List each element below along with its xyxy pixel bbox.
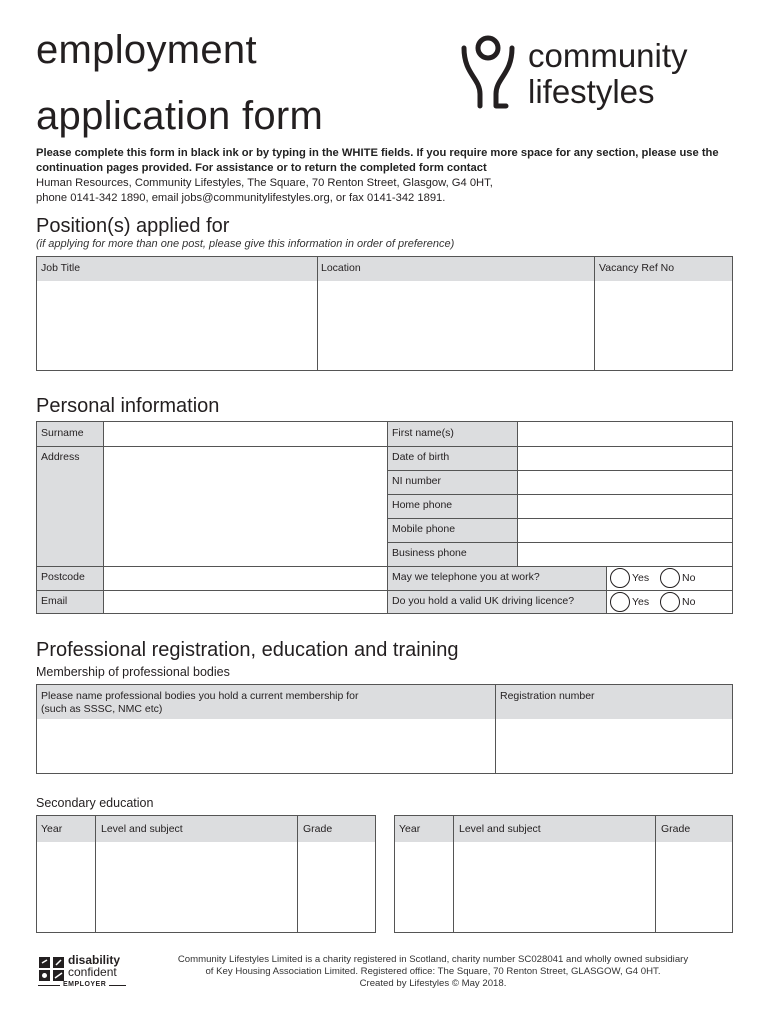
intro-contact: phone 0141-342 1890, email jobs@communitylifestyles.org, or fax 0141-342 1891. (36, 192, 446, 204)
intro-bold: Please complete this form in black ink or by typing in the WHITE fields. If you require more space for any section, please use the continuation pages provided. For assistance or to return the completed form contact (36, 147, 719, 174)
col-location: Location (321, 262, 361, 274)
footer-line-2: of Key Housing Association Limited. Registered office: The Square, 70 Renton Street, GLASGOW, G4 0HT. (205, 966, 661, 977)
membership-col-label (37, 685, 363, 721)
vacancy-ref-input[interactable] (595, 281, 732, 370)
ni-label: NI number (392, 475, 442, 487)
membership-subheading: Membership of professional bodies (36, 665, 230, 679)
licence-no-label: No (682, 596, 696, 608)
intro-address: Human Resources, Community Lifestyles, The Square, 70 Renton Street, Glasgow, G4 0HT, (36, 177, 493, 189)
licence-no-radio[interactable] (660, 592, 680, 612)
membership-col-line-2: (such as SSSC, NMC etc) (41, 703, 163, 715)
col-level-subject: Level and subject (101, 823, 183, 835)
tel-work-no-radio[interactable] (660, 568, 680, 588)
membership-table (36, 684, 733, 774)
address-label: Address (41, 451, 80, 463)
disability-confident-icon (38, 956, 66, 982)
tel-work-label: May we telephone you at work? (392, 571, 540, 583)
registration-col-label: Registration number (500, 690, 595, 702)
business-phone-label: Business phone (392, 547, 467, 559)
first-name-input[interactable] (518, 422, 732, 446)
secondary-heading: Secondary education (36, 796, 154, 810)
col-level-subject: Level and subject (459, 823, 541, 835)
secondary-table-right (394, 815, 733, 933)
year-input[interactable] (395, 842, 453, 932)
badge-line-3: EMPLOYER (60, 981, 109, 988)
location-input[interactable] (318, 281, 594, 370)
title-line-1: employment (36, 28, 257, 72)
dob-label: Date of birth (392, 451, 450, 463)
job-title-input[interactable] (37, 281, 317, 370)
licence-yes-label: Yes (632, 596, 650, 608)
home-phone-label: Home phone (392, 499, 453, 511)
email-input[interactable] (104, 591, 387, 614)
grade-input[interactable] (656, 842, 732, 932)
footer-line-3: Created by Lifestyles © May 2018. (359, 978, 507, 989)
home-phone-input[interactable] (518, 495, 732, 518)
postcode-label: Postcode (41, 571, 85, 583)
tel-work-yes-label: Yes (632, 572, 650, 584)
email-label: Email (41, 595, 68, 607)
title-line-2: application form (36, 94, 324, 138)
col-grade: Grade (661, 823, 691, 835)
footer-line-1: Community Lifestyles Limited is a charity registered in Scotland, charity number SC028041 and wholly owned subsidiary (177, 954, 689, 965)
disability-confident-badge (36, 954, 128, 994)
registration-input[interactable] (496, 719, 732, 773)
dob-input[interactable] (518, 447, 732, 470)
membership-input[interactable] (37, 719, 495, 773)
surname-input[interactable] (104, 422, 387, 446)
badge-line-1: disability (68, 953, 121, 967)
licence-yes-radio[interactable] (610, 592, 630, 612)
secondary-table-left (36, 815, 376, 933)
community-lifestyles-logo (460, 34, 750, 114)
badge-line-2: confident (68, 965, 117, 979)
page-title (36, 28, 323, 140)
col-year: Year (399, 823, 421, 835)
level-subject-input[interactable] (454, 842, 655, 932)
postcode-input[interactable] (104, 567, 387, 590)
level-subject-input[interactable] (96, 842, 297, 932)
mobile-phone-input[interactable] (518, 519, 732, 542)
membership-col-line-1: Please name professional bodies you hold a current membership for (41, 690, 359, 702)
logo-text (528, 38, 688, 110)
col-vacancy-ref: Vacancy Ref No (599, 262, 675, 274)
col-grade: Grade (303, 823, 333, 835)
logo-line-2: lifestyles (528, 73, 655, 110)
footer-text (148, 954, 718, 990)
year-input[interactable] (37, 842, 95, 932)
logo-line-1: community (528, 37, 688, 74)
intro-text (36, 146, 736, 206)
tel-work-yes-radio[interactable] (610, 568, 630, 588)
licence-label: Do you hold a valid UK driving licence? (392, 595, 575, 607)
positions-table (36, 256, 733, 371)
person-logo-icon (460, 34, 520, 114)
address-input[interactable] (104, 447, 387, 566)
col-job-title: Job Title (41, 262, 81, 274)
mobile-phone-label: Mobile phone (392, 523, 456, 535)
business-phone-input[interactable] (518, 543, 732, 566)
first-name-label: First name(s) (392, 427, 454, 439)
surname-label: Surname (41, 427, 84, 439)
grade-input[interactable] (298, 842, 375, 932)
positions-note: (if applying for more than one post, please give this information in order of preference) (36, 238, 455, 250)
personal-table (36, 421, 733, 614)
personal-heading: Personal information (36, 395, 220, 417)
positions-heading: Position(s) applied for (36, 215, 230, 237)
col-year: Year (41, 823, 63, 835)
professional-heading: Professional registration, education and training (36, 639, 459, 661)
tel-work-no-label: No (682, 572, 696, 584)
ni-input[interactable] (518, 471, 732, 494)
